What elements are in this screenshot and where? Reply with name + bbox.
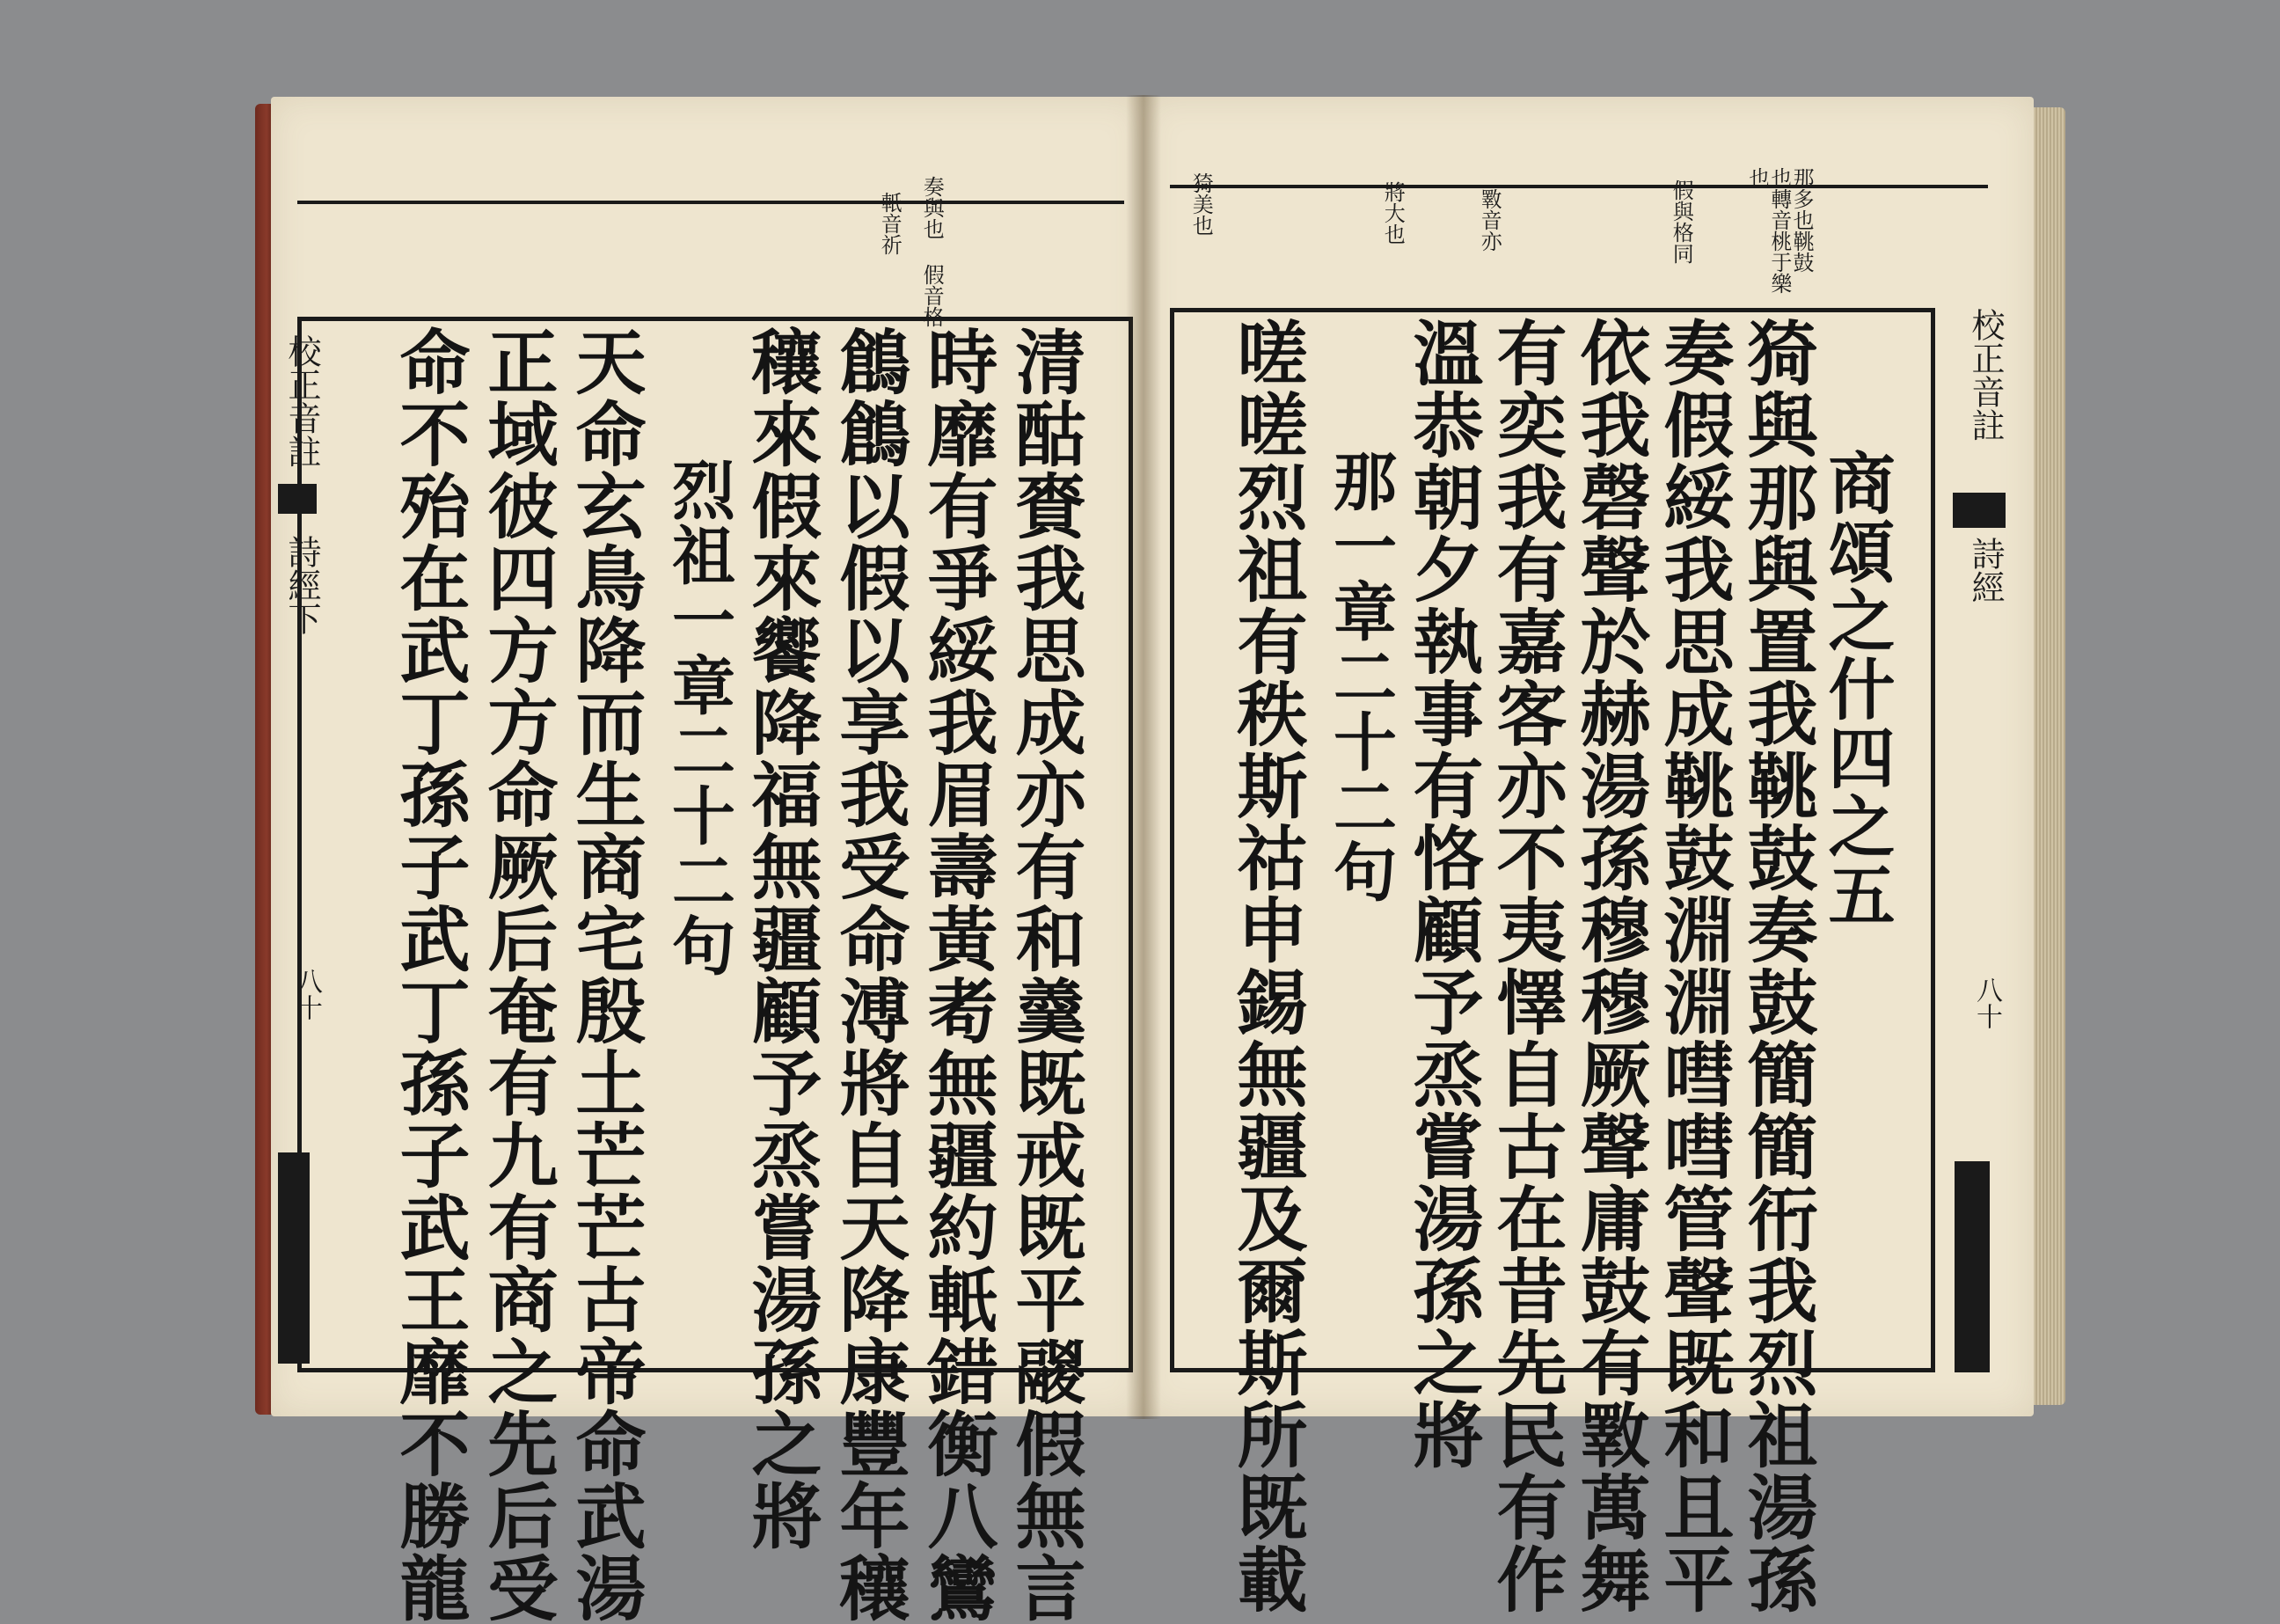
text-column: 鶬鶬以假以享我受命溥將自天降康豐年穰 xyxy=(828,326,910,1624)
section-footer: 那一章二十二句 xyxy=(1323,449,1398,904)
fish-tail-bottom xyxy=(1955,1161,1990,1372)
annotation: 假與格同 xyxy=(1669,179,1694,264)
page-stack-edge xyxy=(2034,107,2065,1405)
section-footer: 烈祖一章二十二句 xyxy=(661,457,736,978)
sidebar-label: 校正音註 xyxy=(1966,308,2005,442)
book-gutter xyxy=(1126,95,1161,1419)
text-column: 依我磬聲於赫湯孫穆穆厥聲庸鼓有斁萬舞 xyxy=(1568,317,1651,1615)
left-page xyxy=(271,97,1144,1624)
text-column: 有奕我有嘉客亦不夷懌自古在昔先民有作 xyxy=(1485,317,1568,1615)
sidebar-label: 校正音註 xyxy=(282,334,321,468)
text-column: 命不殆在武丁孫子武丁孫子武王靡不勝龍 xyxy=(388,326,471,1624)
annotation: 猗美也 xyxy=(1188,172,1214,236)
annotation: 軝音祈 xyxy=(877,192,902,255)
annotation: 那多也鞉鼓 也轉音桃于樂也 xyxy=(1744,167,1814,294)
page-number: 八十 xyxy=(291,968,322,1020)
right-page xyxy=(1144,97,2034,1615)
text-column: 奏假綏我思成鞉鼓淵淵嘒嘒管聲既和且平 xyxy=(1652,317,1735,1615)
sidebar-sub-label: 詩經下 xyxy=(282,535,321,635)
annotation: 斁音亦 xyxy=(1477,188,1502,252)
fish-tail-bottom xyxy=(278,1152,310,1364)
sidebar-sub-label: 詩經 xyxy=(1966,537,2005,604)
annotation-band xyxy=(297,201,1124,301)
text-column: 嗟嗟烈祖有秩斯祜申錫無疆及爾斯所既載 xyxy=(1225,317,1308,1615)
text-column: 時靡有爭綏我眉壽黃耇無疆約軝錯衡八鸞 xyxy=(916,326,998,1624)
text-column: 正域彼四方方命厥后奄有九有商之先后受 xyxy=(476,326,559,1624)
fish-tail-mark xyxy=(278,484,317,514)
section-title: 商頌之什四之五 xyxy=(1817,449,1896,929)
annotation-band xyxy=(1170,185,1988,285)
open-book xyxy=(255,95,2065,1624)
text-column: 清酤賚我思成亦有和羹既戒既平鬷假無言 xyxy=(1004,326,1086,1624)
text-column: 天命玄鳥降而生商宅殷土芒芒古帝命武湯 xyxy=(564,326,647,1624)
annotation: 奏與也 假音格 xyxy=(919,176,945,327)
page-number: 八十 xyxy=(1971,977,2002,1029)
text-column: 溫恭朝夕執事有恪顧予烝嘗湯孫之將 xyxy=(1401,317,1484,1471)
text-column: 猗與那與置我鞉鼓奏鼓簡簡衎我烈祖湯孫 xyxy=(1736,317,1818,1615)
annotation: 將大也 xyxy=(1380,181,1406,245)
fish-tail-mark xyxy=(1953,493,2006,528)
text-column: 穰來假來饗降福無疆顧予烝嘗湯孫之將 xyxy=(740,326,822,1552)
